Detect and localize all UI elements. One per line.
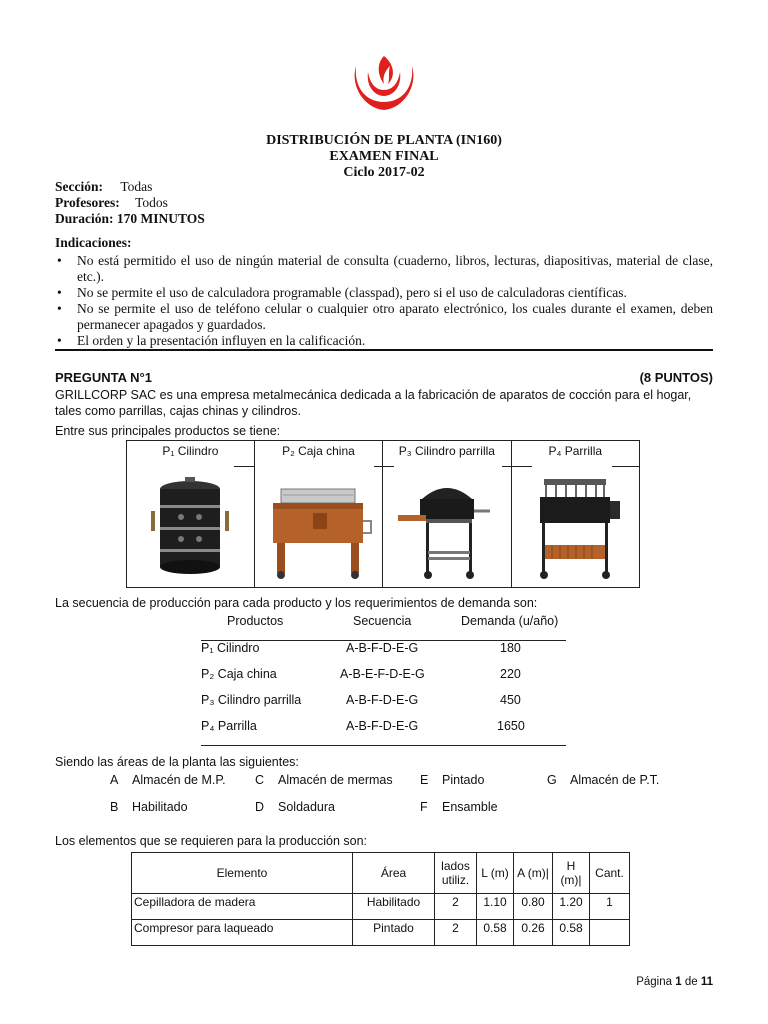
el-cell: 0.80 <box>514 894 553 920</box>
seq-product: P₄ Parrilla <box>201 719 257 733</box>
header-tick <box>374 466 394 467</box>
elements-intro: Los elementos que se requieren para la producción son: <box>55 834 368 848</box>
el-cell <box>590 920 630 946</box>
page-total: 11 <box>700 976 713 988</box>
area-name: Ensamble <box>442 800 498 814</box>
section-divider <box>55 349 713 351</box>
header-tick <box>234 466 254 467</box>
el-cell: 2 <box>435 920 477 946</box>
header-tick <box>502 466 532 467</box>
instructions-list <box>55 253 713 349</box>
products-intro: Entre sus principales productos se tiene: <box>55 424 281 438</box>
area-name: Habilitado <box>132 800 188 814</box>
seq-sequence: A-B-F-D-E-G <box>346 693 419 707</box>
el-header: A (m)| <box>514 853 553 894</box>
el-cell: 2 <box>435 894 477 920</box>
el-header: Área <box>353 853 435 894</box>
teachers-label: Profesores: <box>55 195 120 210</box>
el-cell: 1.10 <box>477 894 514 920</box>
question-intro: GRILLCORP SAC es una empresa metalmecánica dedicada a la fabricación de aparatos de cocción para el hogar, tales como parrillas, cajas chinas y cilindros. <box>55 388 692 418</box>
header-tick <box>612 466 640 467</box>
of-word: de <box>684 976 698 988</box>
el-cell: 0.58 <box>477 920 514 946</box>
product-header: P₁ Cilindro <box>127 441 255 468</box>
instruction-item: • No se permite el uso de teléfono celular o cualquier otro aparato electrónico, los cuales durante el examen, deben permanecer apagados y guardados. <box>57 301 713 332</box>
el-cell: 0.26 <box>514 920 553 946</box>
seq-sequence: A-B-F-D-E-G <box>346 641 419 655</box>
page-footer <box>636 976 713 988</box>
duration-row <box>55 211 205 227</box>
seq-product: P₃ Cilindro parrilla <box>201 693 302 707</box>
page-number: 1 <box>675 976 682 988</box>
el-cell: Compresor para laqueado <box>132 920 353 946</box>
el-cell: Cepilladora de madera <box>132 894 353 920</box>
el-cell: 0.58 <box>553 920 590 946</box>
duration-value: 170 MINUTOS <box>116 211 205 226</box>
section-value: Todas <box>120 179 153 194</box>
instructions-title: Indicaciones: <box>55 235 132 250</box>
question-points: (8 PUNTOS) <box>639 370 713 385</box>
seq-product: P₁ Cilindro <box>201 641 260 655</box>
exam-title: EXAMEN FINAL <box>329 149 439 164</box>
cylinder-image <box>127 467 255 588</box>
seq-sequence: A-B-F-D-E-G <box>346 719 419 733</box>
areas-intro: Siendo las áreas de la planta las siguientes: <box>55 755 299 769</box>
seq-demand: 180 <box>500 641 521 655</box>
course-title: DISTRIBUCIÓN DE PLANTA (IN160) <box>266 133 502 148</box>
el-header: lados utiliz. <box>435 853 477 894</box>
duration-label: Duración: <box>55 211 114 226</box>
section-label: Sección: <box>55 179 103 194</box>
elements-table <box>131 852 630 946</box>
area-name: Almacén de M.P. <box>132 773 226 787</box>
section-row <box>55 179 152 195</box>
area-name: Almacén de P.T. <box>570 773 660 787</box>
page-word: Página <box>636 976 673 988</box>
teachers-row <box>55 195 168 211</box>
area-code: G <box>547 773 557 787</box>
china-box-image <box>254 467 382 588</box>
el-cell: Habilitado <box>353 894 435 920</box>
instruction-item: • El orden y la presentación influyen en la calificación. <box>57 333 366 348</box>
el-cell: 1 <box>590 894 630 920</box>
product-header: P₄ Parrilla <box>511 441 639 468</box>
area-code: E <box>420 773 429 787</box>
university-logo <box>348 52 420 114</box>
area-name: Almacén de mermas <box>278 773 393 787</box>
sequence-intro: La secuencia de producción para cada producto y los requerimientos de demanda son: <box>55 596 538 610</box>
seq-sequence: A-B-E-F-D-E-G <box>340 667 425 681</box>
seq-header-demand: Demanda (u/año) <box>461 614 559 628</box>
area-code: B <box>110 800 119 814</box>
area-code: C <box>255 773 265 787</box>
el-header: H (m)| <box>553 853 590 894</box>
instruction-item: • No está permitido el uso de ningún material de consulta (cuaderno, libros, lecturas, diapositivas, material de clase, etc.). <box>57 253 713 284</box>
seq-demand: 220 <box>500 667 521 681</box>
cylinder-grill-image <box>383 467 511 588</box>
seq-product: P₂ Caja china <box>201 667 277 681</box>
el-header: Cant. <box>590 853 630 894</box>
seq-header-sequence: Secuencia <box>353 614 412 628</box>
teachers-value: Todos <box>135 195 168 210</box>
seq-demand: 1650 <box>497 719 525 733</box>
seq-bottom-rule <box>201 745 566 746</box>
products-table <box>126 440 640 588</box>
product-header: P₃ Cilindro parrilla <box>383 441 511 468</box>
area-code: F <box>420 800 428 814</box>
el-cell: 1.20 <box>553 894 590 920</box>
seq-demand: 450 <box>500 693 521 707</box>
el-cell: Pintado <box>353 920 435 946</box>
area-name: Soldadura <box>278 800 335 814</box>
area-code: D <box>255 800 265 814</box>
el-header: Elemento <box>132 853 353 894</box>
grill-image <box>511 467 639 588</box>
instruction-item: • No se permite el uso de calculadora programable (classpad), pero si el uso de calculadoras científicas. <box>57 285 627 300</box>
area-code: A <box>110 773 119 787</box>
area-name: Pintado <box>442 773 485 787</box>
seq-header-products: Productos <box>227 614 284 628</box>
cycle-title: Ciclo 2017-02 <box>343 165 425 180</box>
product-header: P₂ Caja china <box>254 441 382 468</box>
question-title: PREGUNTA N°1 <box>55 370 152 385</box>
el-header: L (m) <box>477 853 514 894</box>
